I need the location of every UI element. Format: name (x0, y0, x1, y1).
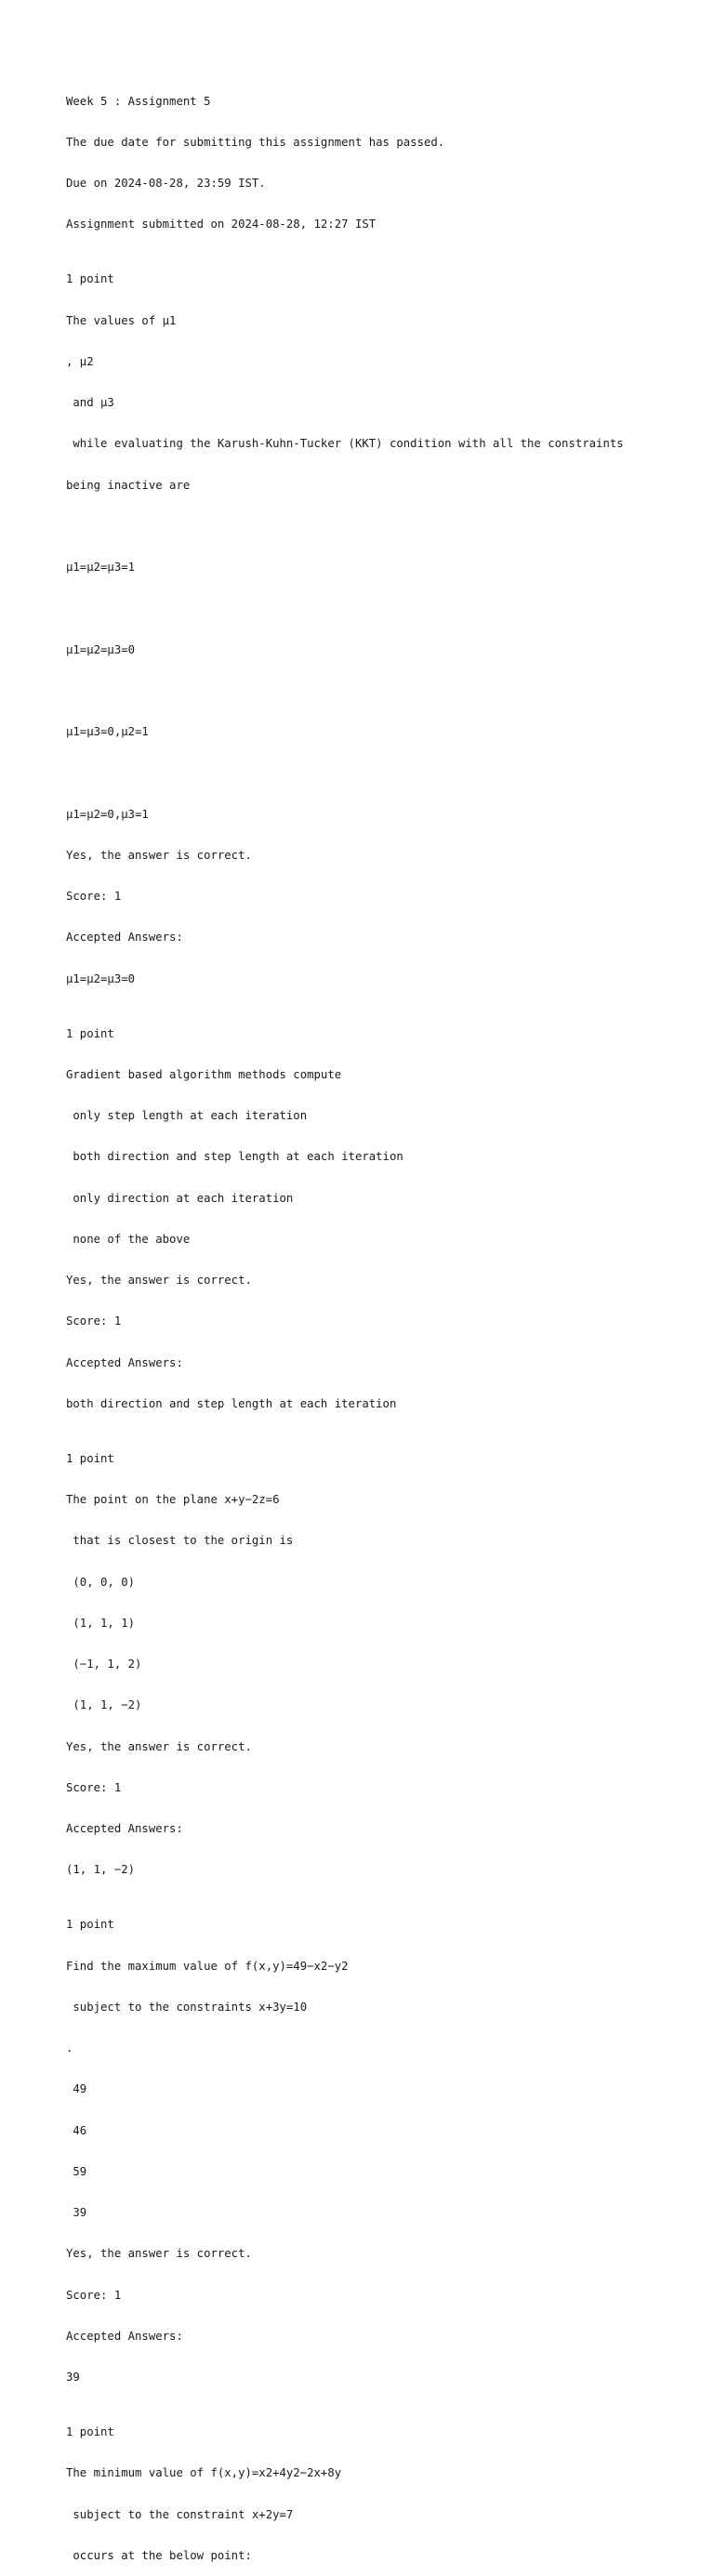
question-2-accepted-label: Accepted Answers: (66, 1355, 183, 1369)
question-2-option[interactable]: only direction at each iteration (66, 1191, 294, 1205)
question-3-text: The point on the plane x+y−2z=6 (66, 1493, 280, 1506)
question-4-accepted-answer: 39 (66, 2371, 80, 2384)
question-3-feedback: Yes, the answer is correct. (66, 1739, 252, 1753)
due-date: Due on 2024-08-28, 23:59 IST. (66, 177, 266, 190)
question-3-option[interactable]: (1, 1, 1) (66, 1616, 136, 1630)
question-3-text: that is closest to the origin is (66, 1534, 294, 1548)
question-1-text: being inactive are (66, 478, 191, 492)
question-4-feedback: Yes, the answer is correct. (66, 2247, 252, 2261)
question-1-option[interactable]: μ1=μ2=μ3=0 (66, 642, 136, 656)
question-5-points: 1 point (66, 2425, 114, 2438)
question-1-accepted-answer: μ1=μ2=μ3=0 (66, 971, 136, 985)
question-4-score: Score: 1 (66, 2288, 122, 2302)
due-date-notice: The due date for submitting this assignment has passed. (66, 135, 445, 149)
page-title: Week 5 : Assignment 5 (66, 94, 211, 108)
question-1-feedback: Yes, the answer is correct. (66, 848, 252, 862)
question-2-points: 1 point (66, 1026, 114, 1040)
question-3-accepted-answer: (1, 1, −2) (66, 1863, 136, 1877)
submission-timestamp: Assignment submitted on 2024-08-28, 12:27 IST (66, 218, 377, 231)
question-4-text: . (66, 2041, 73, 2054)
question-4-option[interactable]: 49 (66, 2082, 87, 2096)
question-2-feedback: Yes, the answer is correct. (66, 1274, 252, 1287)
question-4-accepted-label: Accepted Answers: (66, 2329, 183, 2343)
question-2-text: Gradient based algorithm methods compute (66, 1067, 342, 1081)
question-5-text: The minimum value of f(x,y)=x2+4y2−2x+8y (66, 2466, 342, 2480)
question-5-text: subject to the constraint x+2y=7 (66, 2507, 294, 2521)
question-2-accepted-answer: both direction and step length at each iteration (66, 1396, 397, 1410)
question-4-points: 1 point (66, 1918, 114, 1932)
question-4-option[interactable]: 46 (66, 2123, 87, 2137)
blank-line (66, 601, 698, 615)
question-5-text: occurs at the below point: (66, 2548, 252, 2562)
question-3-option[interactable]: (0, 0, 0) (66, 1575, 136, 1589)
question-3-score: Score: 1 (66, 1780, 122, 1794)
question-2-option[interactable]: none of the above (66, 1232, 191, 1246)
blank-line (66, 766, 698, 780)
question-3-points: 1 point (66, 1451, 114, 1465)
question-1-score: Score: 1 (66, 890, 122, 903)
question-1-option[interactable]: μ1=μ2=μ3=1 (66, 561, 136, 574)
question-2-score: Score: 1 (66, 1314, 122, 1328)
question-1-text: The values of μ1 (66, 313, 177, 327)
question-1-option[interactable]: μ1=μ2=0,μ3=1 (66, 807, 149, 821)
question-2-option[interactable]: both direction and step length at each iteration (66, 1150, 403, 1164)
question-2-option[interactable]: only step length at each iteration (66, 1109, 308, 1122)
question-4-text: Find the maximum value of f(x,y)=49−x2−y2 (66, 1959, 349, 1973)
question-4-option[interactable]: 59 (66, 2164, 87, 2178)
question-1-points: 1 point (66, 272, 114, 286)
question-1-text: , μ2 (66, 354, 94, 368)
question-3-option[interactable]: (1, 1, −2) (66, 1698, 142, 1712)
question-3-accepted-label: Accepted Answers: (66, 1822, 183, 1835)
question-1-text: while evaluating the Karush-Kuhn-Tucker (KKT) condition with all the constraints (66, 437, 624, 451)
question-1-option[interactable]: μ1=μ3=0,μ2=1 (66, 725, 149, 738)
question-4-option[interactable]: 39 (66, 2206, 87, 2219)
question-1-text: and μ3 (66, 396, 114, 409)
blank-line (66, 684, 698, 698)
question-3-option[interactable]: (−1, 1, 2) (66, 1658, 142, 1671)
question-1-accepted-label: Accepted Answers: (66, 931, 183, 945)
assignment-document (66, 67, 698, 2576)
question-4-text: subject to the constraints x+3y=10 (66, 2000, 308, 2014)
blank-line (66, 520, 698, 534)
